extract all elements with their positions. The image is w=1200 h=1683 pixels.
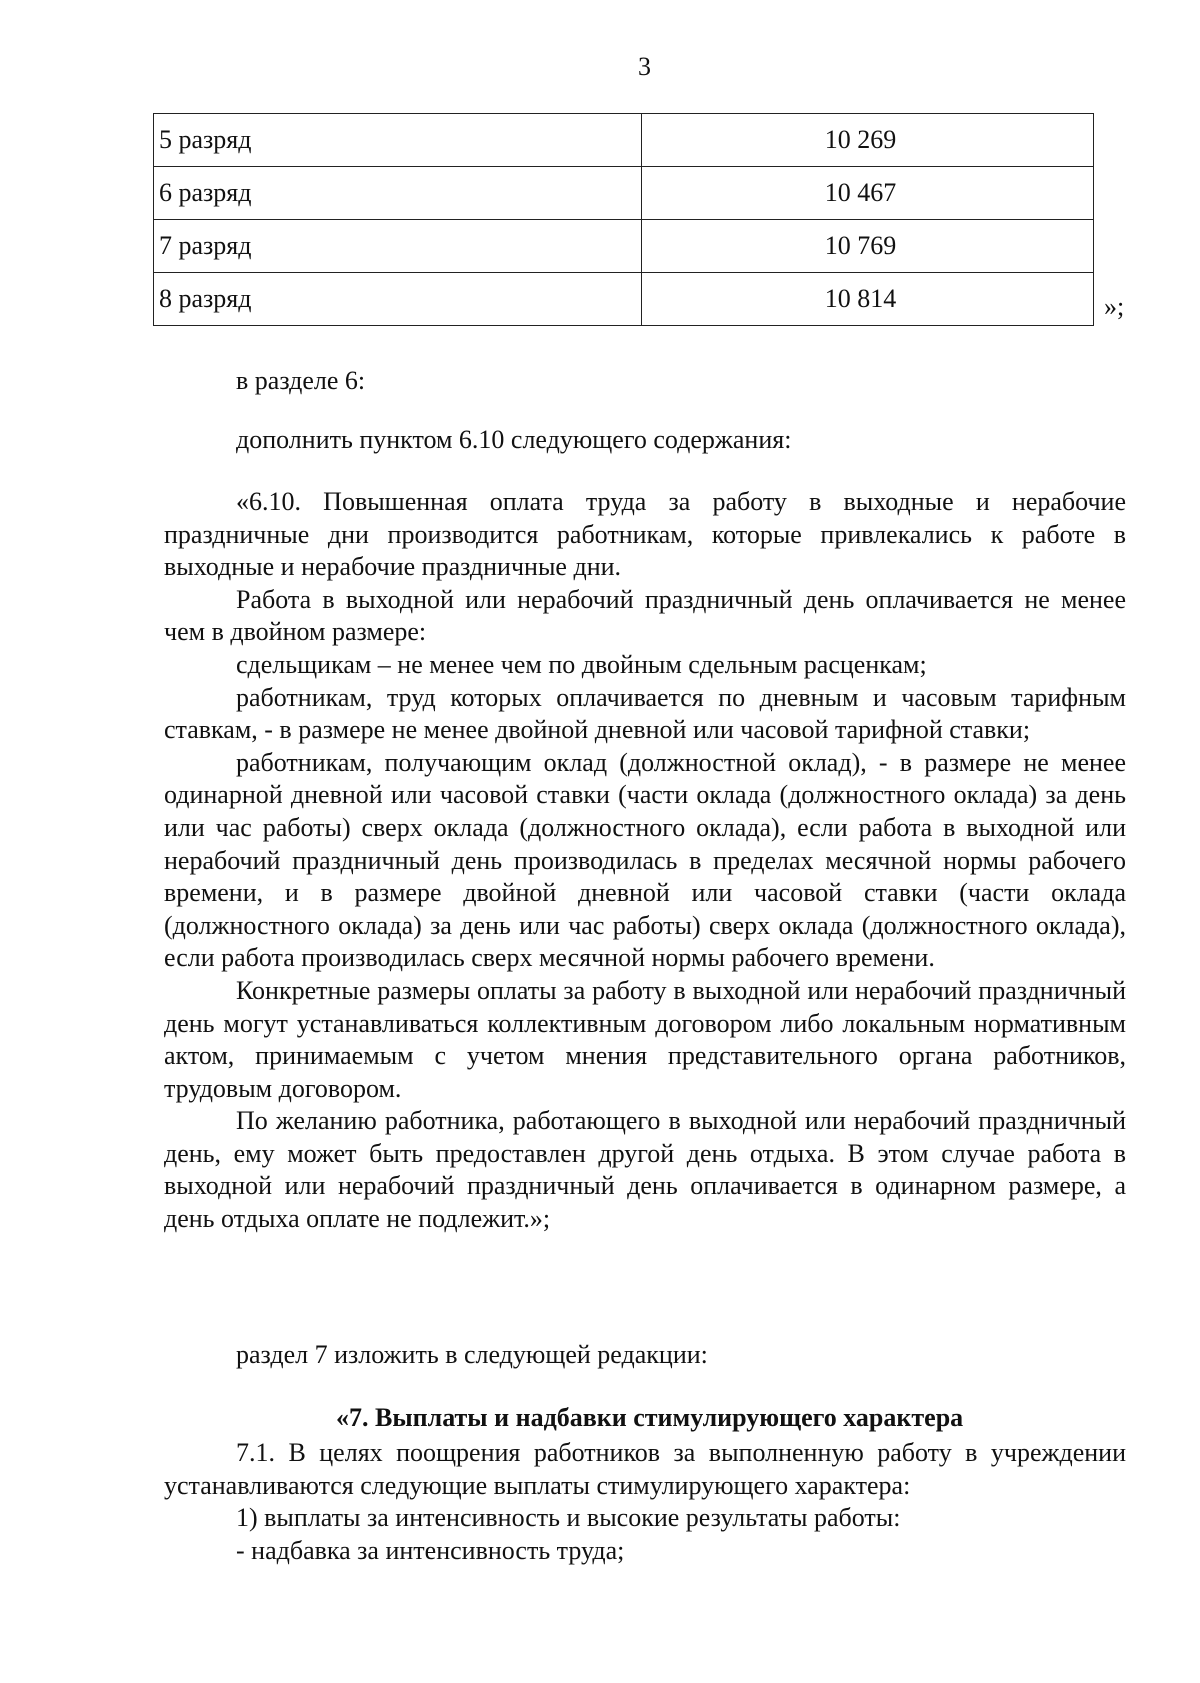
table-row xyxy=(154,167,1094,220)
clause-paragraph: Конкретные размеры оплаты за работу в выходной или нерабочий праздничный день могут устанавливаться коллективным договором либо локальным нормативным актом, принимаемым с учетом мнения представительного органа работников, трудовым договором. xyxy=(164,975,1126,1103)
table-row xyxy=(154,114,1094,167)
amount-cell: 10 269 xyxy=(642,114,1094,167)
clause-6-10-body xyxy=(164,486,1126,1236)
section-7-heading: «7. Выплаты и надбавки стимулирующего характера xyxy=(336,1403,964,1432)
amount-cell: 10 769 xyxy=(642,220,1094,273)
clause-paragraph: сдельщикам – не менее чем по двойным сдельным расценкам; xyxy=(236,649,927,679)
page-number: 3 xyxy=(638,52,651,81)
clause-paragraph: работникам, получающим оклад (должностной оклад), - в размере не менее одинарной дневной или часовой ставки (части оклада (должностного оклада) за день или час работы) сверх оклада (должностного оклада), если работа в выходной или нерабочий праздничный день производилась в пределах месячной нормы рабочего времени, и в размере двойной дневной или часовой ставки (части оклада (должностного оклада) за день или час работы) сверх оклада (должностного оклада), если работа производилась сверх месячной нормы рабочего времени. xyxy=(164,747,1126,973)
amend-instruction: дополнить пунктом 6.10 следующего содержания: xyxy=(236,425,792,454)
clause-paragraph: Работа в выходной или нерабочий праздничный день оплачивается не менее чем в двойном размере: xyxy=(164,584,1126,647)
table-closing-mark: »; xyxy=(1104,292,1125,321)
grade-cell: 6 разряд xyxy=(154,167,642,220)
section-7-body xyxy=(164,1437,1126,1567)
section-6-reference: в разделе 6: xyxy=(236,366,366,395)
section-7-instruction: раздел 7 изложить в следующей редакции: xyxy=(236,1340,708,1369)
amount-cell: 10 467 xyxy=(642,167,1094,220)
clause-paragraph: работникам, труд которых оплачивается по дневным и часовым тарифным ставкам, - в размере не менее двойной дневной или часовой тарифной ставки; xyxy=(164,682,1126,745)
amount-cell: 10 814 xyxy=(642,273,1094,326)
table-row xyxy=(154,273,1094,326)
grade-cell: 8 разряд xyxy=(154,273,642,326)
list-item: 1) выплаты за интенсивность и высокие результаты работы: xyxy=(236,1503,901,1533)
grade-cell: 7 разряд xyxy=(154,220,642,273)
rate-table xyxy=(153,113,1094,326)
clause-paragraph: «6.10. Повышенная оплата труда за работу в выходные и нерабочие праздничные дни производится работникам, которые привлекались к работе в выходные и нерабочие праздничные дни. xyxy=(164,487,1126,582)
grade-cell: 5 разряд xyxy=(154,114,642,167)
table-row xyxy=(154,220,1094,273)
clause-paragraph: По желанию работника, работающего в выходной или нерабочий праздничный день, ему может быть предоставлен другой день отдыха. В этом случае работа в выходной или нерабочий праздничный день оплачивается в одинарном размере, а день отдыха оплате не подлежит.»; xyxy=(164,1106,1126,1234)
list-item: - надбавка за интенсивность труда; xyxy=(236,1535,625,1565)
section-paragraph: 7.1. В целях поощрения работников за выполненную работу в учреждении устанавливаются следующие выплаты стимулирующего характера: xyxy=(164,1438,1126,1500)
